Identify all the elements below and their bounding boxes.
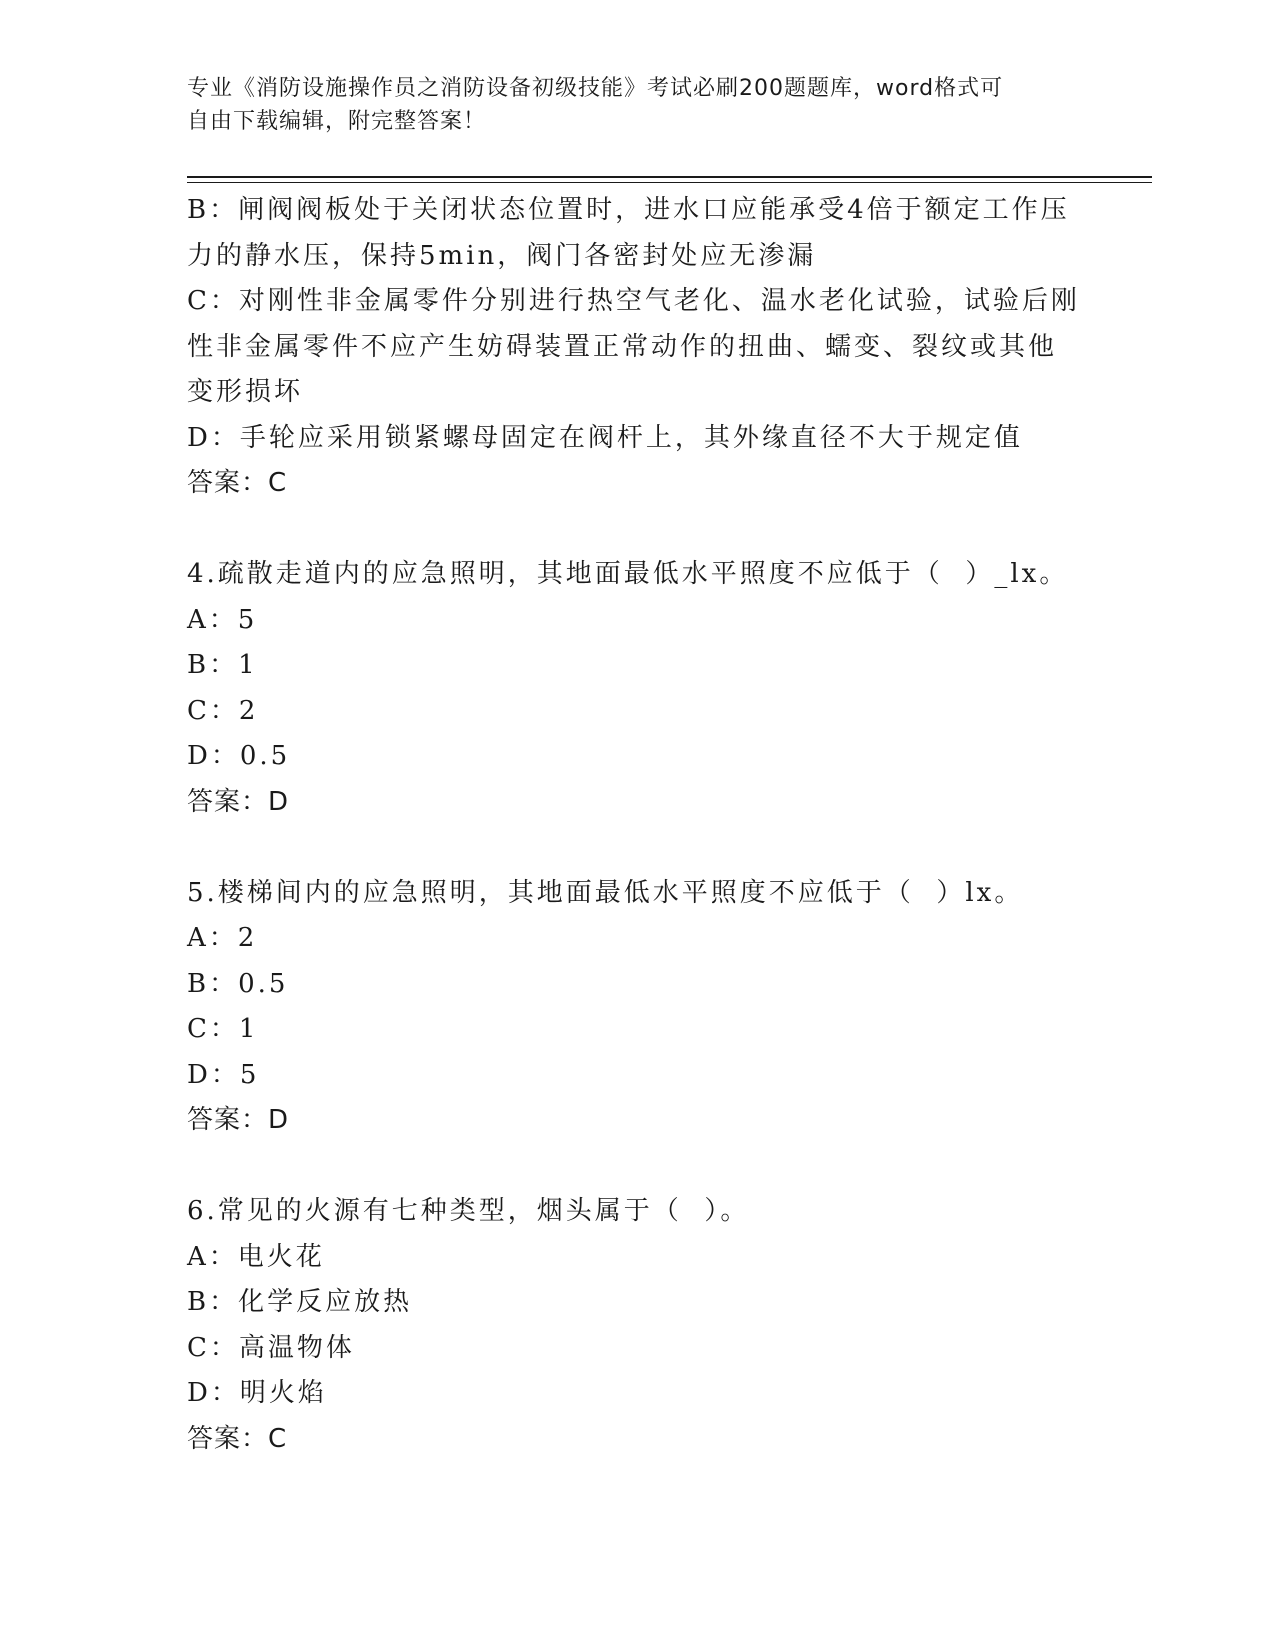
option-b-line-1: B：闸阀阀板处于关闭状态位置时，进水口应能承受4倍于额定工作压 bbox=[187, 195, 1070, 225]
spacer bbox=[187, 825, 1087, 871]
header-title-line-2: 自由下载编辑，附完整答案！ bbox=[187, 109, 487, 134]
spacer bbox=[187, 1144, 1087, 1190]
option-c-line-1: C：对刚性非金属零件分别进行热空气老化、温水老化试验，试验后刚 bbox=[187, 286, 1080, 316]
option-b: B：化学反应放热 bbox=[187, 1287, 413, 1317]
option-c: C：2 bbox=[187, 695, 259, 726]
option-a: A：2 bbox=[187, 923, 258, 953]
spacer bbox=[187, 507, 1087, 553]
question-3-continued bbox=[187, 188, 1087, 507]
option-c: C：1 bbox=[187, 1014, 259, 1044]
option-a: A：5 bbox=[187, 604, 258, 635]
header-rule-thick bbox=[187, 176, 1152, 178]
question-body bbox=[187, 188, 1087, 1462]
option-c-line-3: 变形损坏 bbox=[187, 377, 304, 407]
question-5 bbox=[187, 871, 1087, 1144]
option-c: C：高温物体 bbox=[187, 1332, 355, 1363]
option-a: A：电火花 bbox=[187, 1241, 325, 1272]
question-stem: 4.疏散走道内的应急照明，其地面最低水平照度不应低于（ ）_lx。 bbox=[187, 559, 1069, 589]
option-c-line-2: 性非金属零件不应产生妨碍装置正常动作的扭曲、蠕变、裂纹或其他 bbox=[187, 331, 1058, 362]
option-d: D：5 bbox=[187, 1059, 260, 1090]
option-d: D：手轮应采用锁紧螺母固定在阀杆上，其外缘直径不大于规定值 bbox=[187, 422, 1023, 453]
answer-label: 答案：C bbox=[187, 1423, 288, 1454]
option-b-line-2: 力的静水压，保持5min，阀门各密封处应无渗漏 bbox=[187, 240, 817, 271]
question-stem: 5.楼梯间内的应急照明，其地面最低水平照度不应低于（ ）lx。 bbox=[187, 877, 1024, 908]
answer-label: 答案：D bbox=[187, 786, 290, 817]
answer-label: 答案：D bbox=[187, 1105, 290, 1135]
option-d: D：明火焰 bbox=[187, 1378, 327, 1408]
header-rule-thin bbox=[187, 182, 1152, 183]
question-stem: 6.常见的火源有七种类型，烟头属于（ ）。 bbox=[187, 1196, 750, 1226]
header-title-line-1: 专业《消防设施操作员之消防设备初级技能》考试必刷200题题库，word格式可 bbox=[187, 76, 1004, 101]
question-4 bbox=[187, 552, 1087, 825]
option-b: B：0.5 bbox=[187, 968, 289, 999]
question-6 bbox=[187, 1189, 1087, 1462]
document-header bbox=[187, 72, 1087, 138]
answer-label: 答案：C bbox=[187, 468, 288, 498]
option-b: B：1 bbox=[187, 650, 258, 680]
option-d: D：0.5 bbox=[187, 741, 291, 771]
